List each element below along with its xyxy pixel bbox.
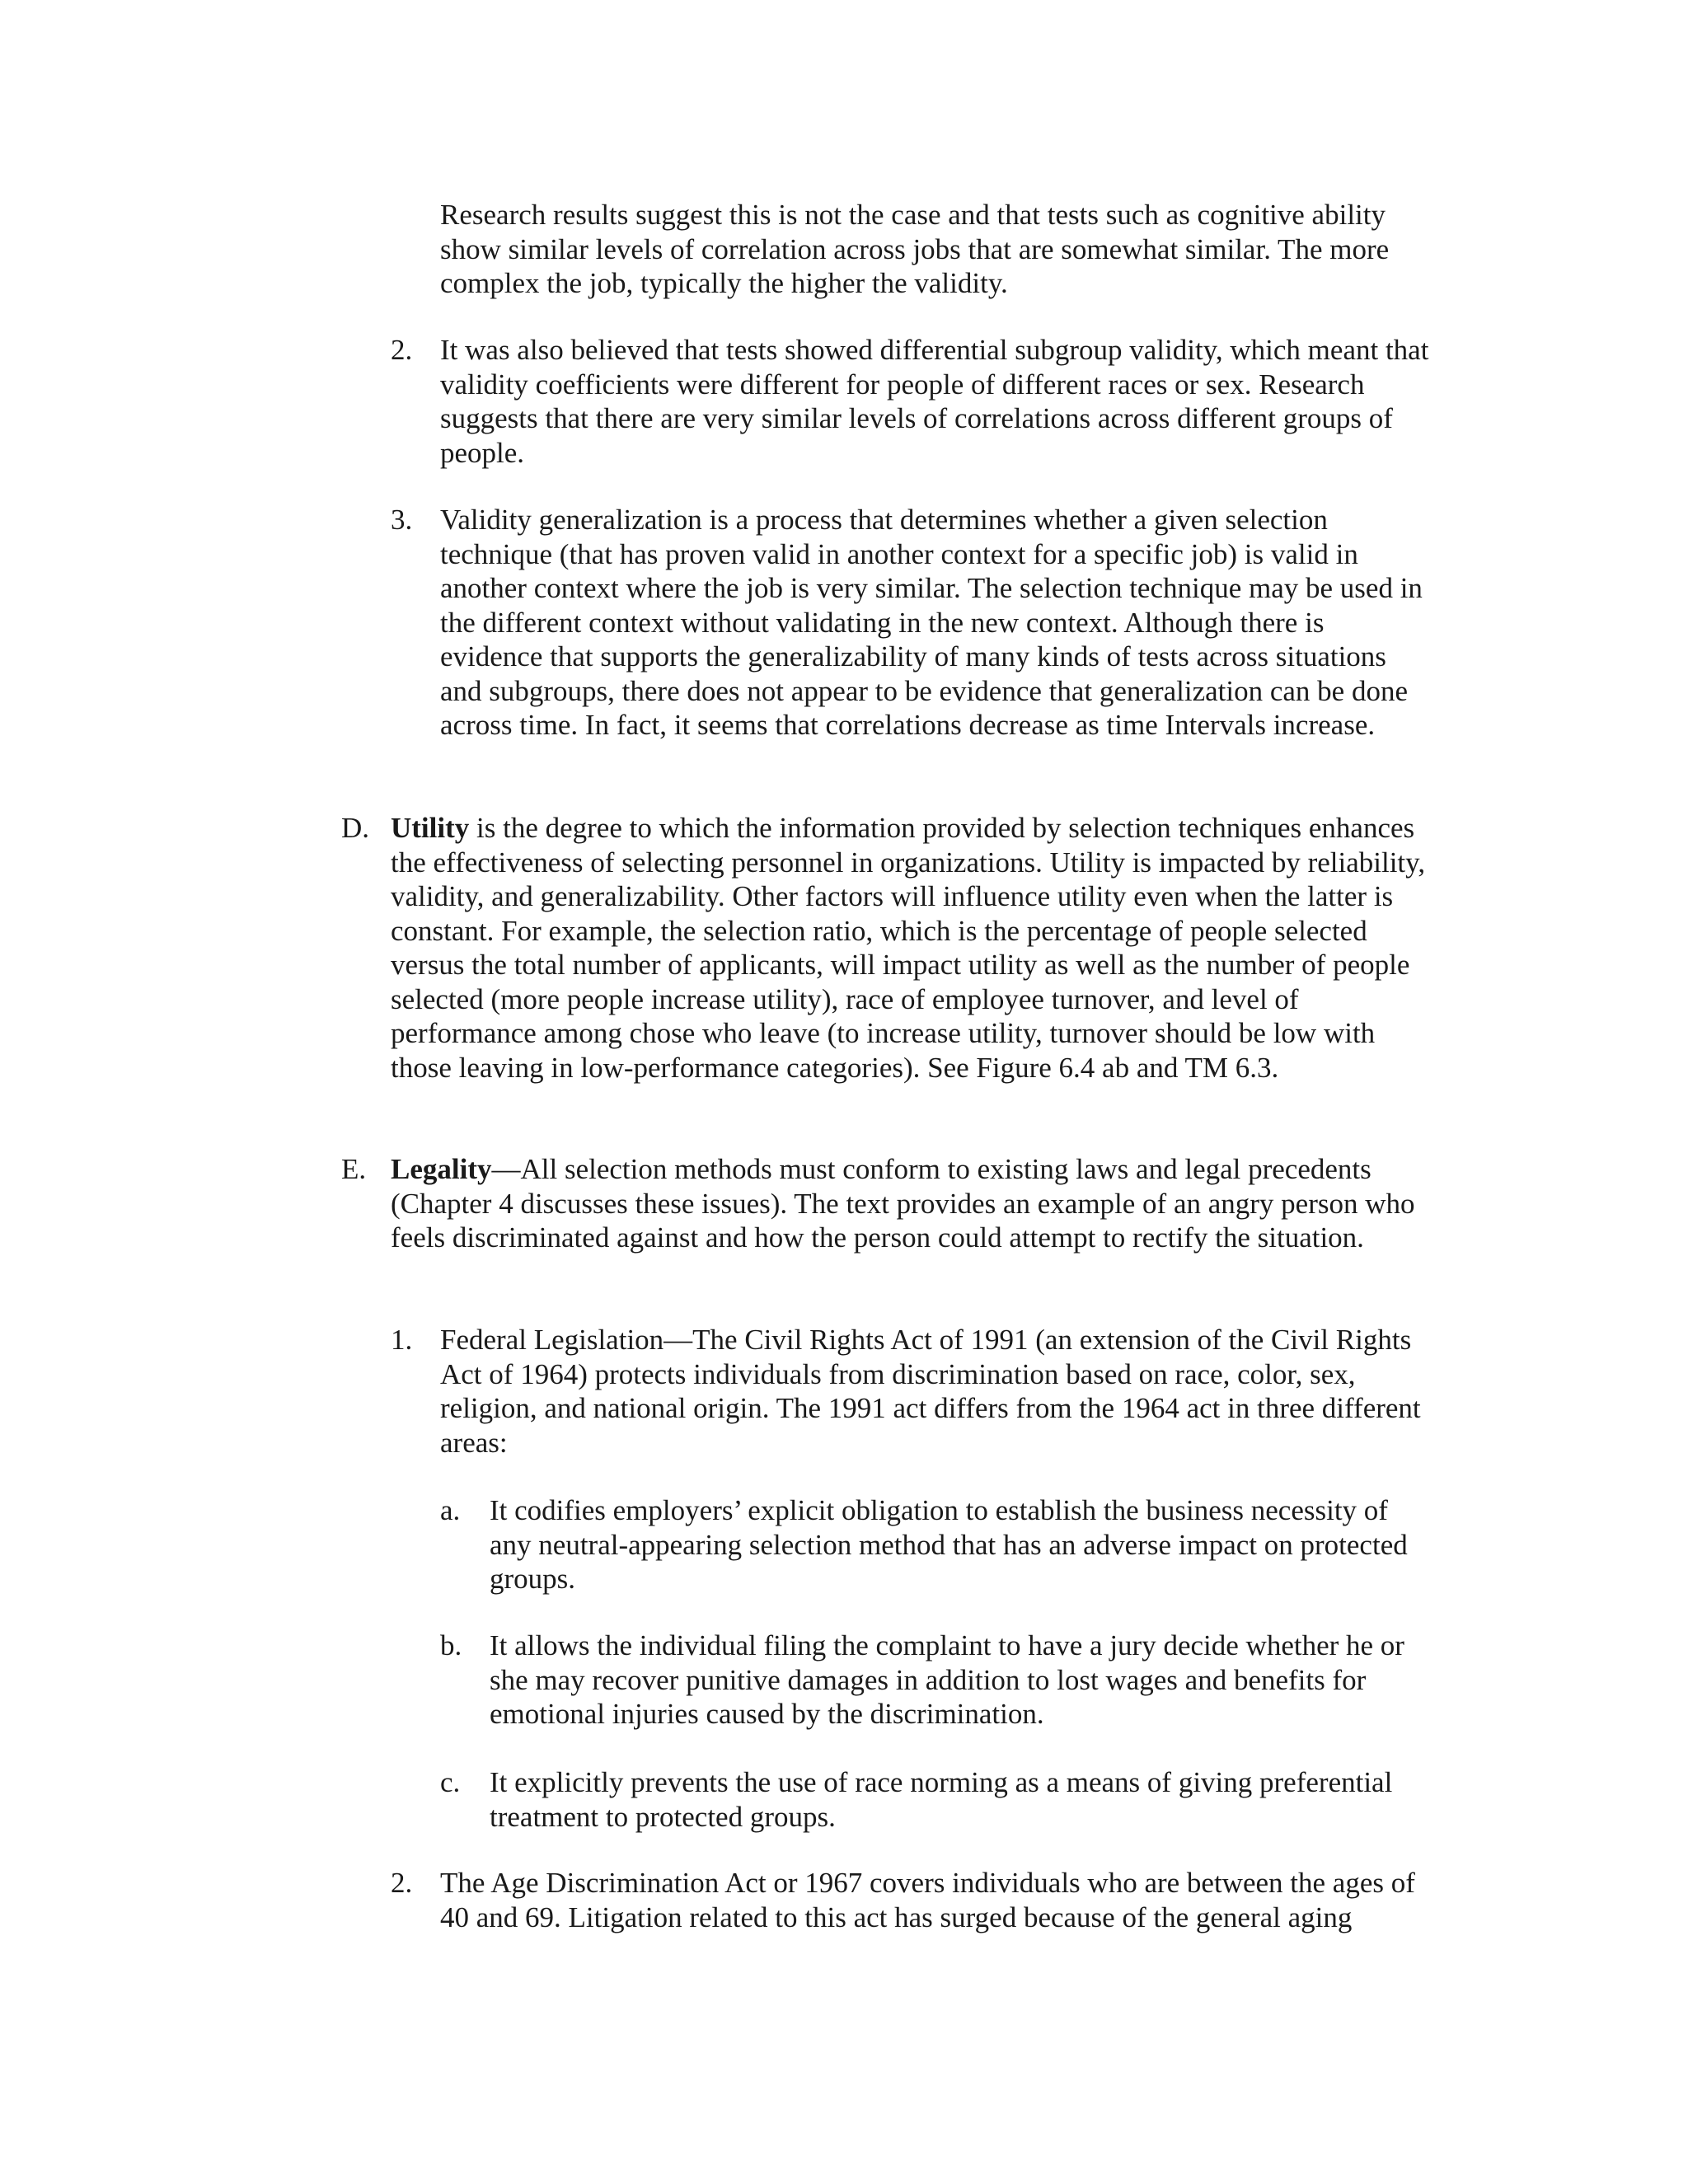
list-item-c2 [391, 333, 1429, 473]
list-marker: 1. [391, 1324, 413, 1356]
list-item-text: It was also believed that tests showed differential subgroup validity, which meant that validity coefficients were different for people of different races or sex. Research suggests that there are very similar levels of correlations across different groups of people. [440, 334, 1429, 469]
section-d-utility [341, 811, 1429, 1132]
list-marker: b. [440, 1629, 462, 1661]
list-marker: 2. [391, 1867, 413, 1899]
list-item-text: It explicitly prevents the use of race norming as a means of giving preferential treatment to protected groups. [490, 1766, 1393, 1833]
list-item-c3 [391, 503, 1429, 783]
list-item-e1c [440, 1765, 1429, 1840]
paragraph-text: Research results suggest this is not the case and that tests such as cognitive ability show similar levels of correlation across jobs that are somewhat similar. The more complex the job, typically the higher the validity. [440, 199, 1390, 299]
list-item-e2 [391, 1866, 1431, 1940]
list-item-e1 [391, 1323, 1429, 1463]
list-marker: 3. [391, 504, 413, 536]
section-body: —All selection methods must conform to existing laws and legal precedents (Chapter 4 discusses these issues). The text provides an example of an angry person who feels discriminated against and how the person could attempt to rectify the situation. [391, 1153, 1415, 1254]
list-marker: a. [440, 1494, 461, 1526]
continuation-paragraph [440, 198, 1429, 301]
list-marker: 2. [391, 334, 413, 366]
list-marker: c. [440, 1766, 461, 1798]
list-item-e1a [440, 1493, 1429, 1601]
list-item-e1b [440, 1629, 1429, 1736]
list-item-text: It codifies employers’ explicit obligation to establish the business necessity of any neutral-appearing selection method that has an adverse impact on protected groups. [490, 1494, 1408, 1595]
section-marker: E. [341, 1153, 367, 1185]
list-item-text: Federal Legislation—The Civil Rights Act of 1991 (an extension of the Civil Rights Act of 1964) protects individuals from discrimination based on race, color, sex, religion, and national origin. The 1991 act differs from the 1964 act in three different areas: [440, 1324, 1421, 1459]
term-legality: Legality [391, 1153, 492, 1185]
term-utility: Utility [391, 812, 470, 844]
section-body: is the degree to which the information provided by selection techniques enhances the effectiveness of selecting personnel in organizations. Utility is impacted by reliability, validity, and generalizability. Other factors will influence utility even when the latter is constant. For example, the selection ratio, which is the percentage of people selected versus the total number of applicants, will impact utility as well as the number of people selected (more people increase utility), race of employee turnover, and level of performance among chose who leave (to increase utility, turnover should be low with those leaving in low-performance categories). See Figure 6.4 ab and TM 6.3. [391, 812, 1426, 1084]
section-text [391, 811, 1429, 1085]
list-item-text: Validity generalization is a process that determines whether a given selection technique (that has proven valid in another context for a specific job) is valid in another context where the job is very similar. The selection technique may be used in the different context without validating in the new context. Although there is evidence that supports the generalizability of many kinds of tests across situations and subgroups, there does not appear to be evidence that generalization can be done across time. In fact, it seems that correlations decrease as time Intervals increase. [440, 504, 1423, 741]
list-item-text: The Age Discrimination Act or 1967 covers individuals who are between the ages of 40 and 69. Litigation related to this act has surged because of the general aging [440, 1867, 1415, 1933]
section-text [391, 1152, 1429, 1255]
section-marker: D. [341, 812, 370, 844]
section-e-legality [341, 1152, 1429, 1292]
list-item-text: It allows the individual filing the complaint to have a jury decide whether he or she may recover punitive damages in addition to lost wages and benefits for emotional injuries caused by the discrimination. [490, 1629, 1404, 1730]
